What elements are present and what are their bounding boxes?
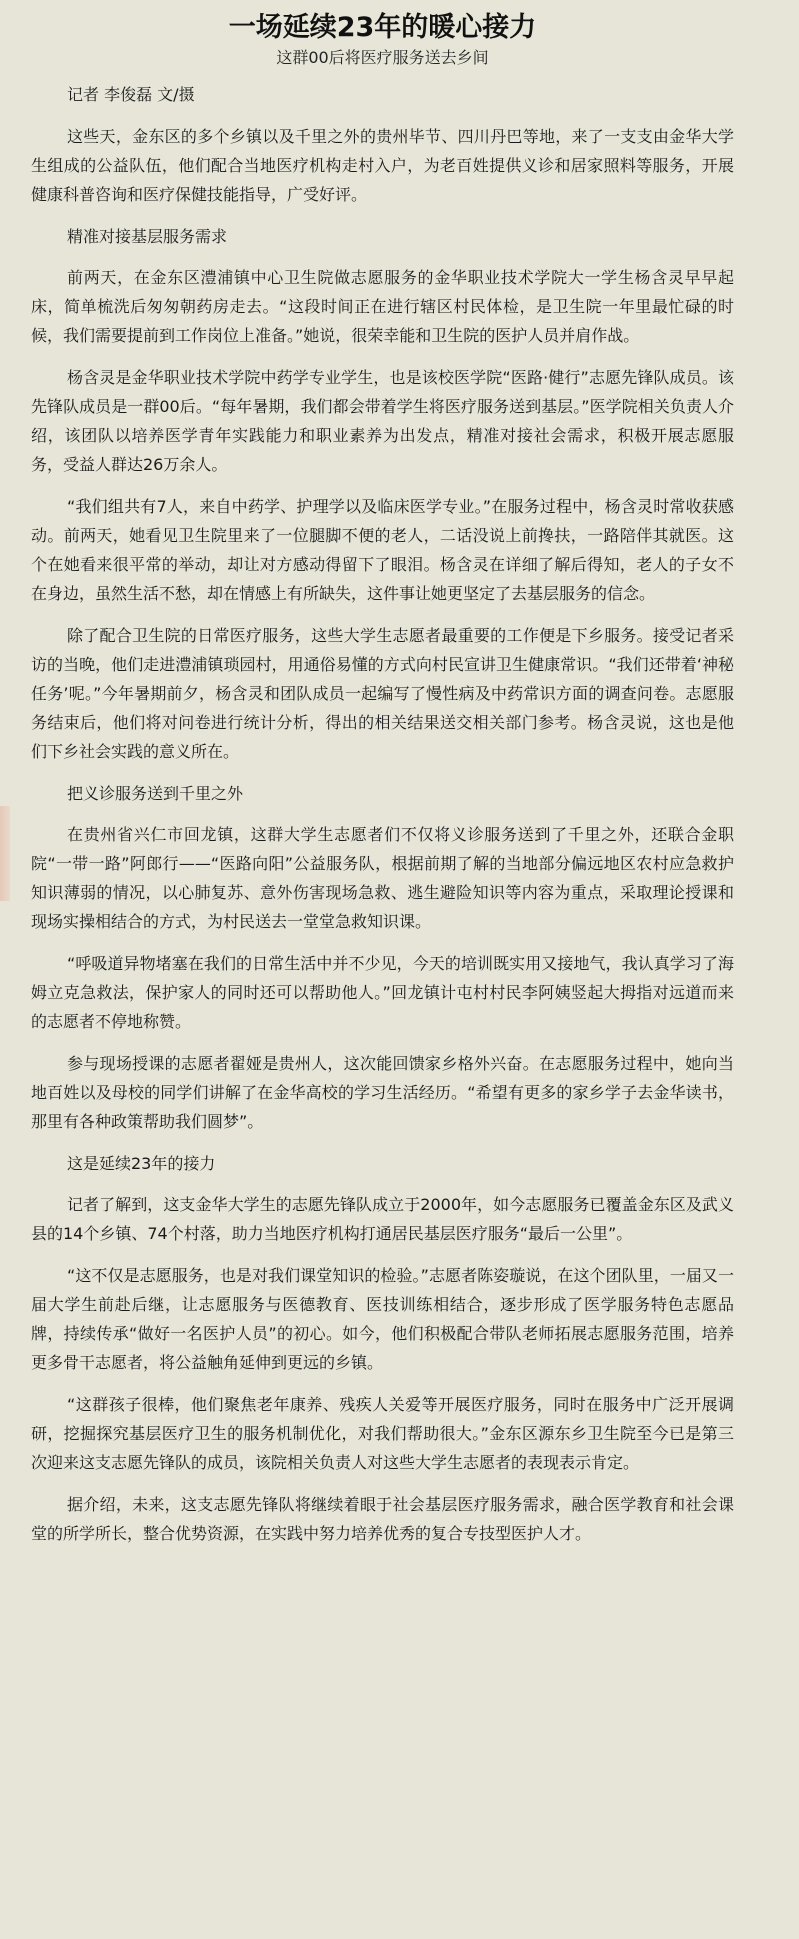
paragraph-1: 这些天，金东区的多个乡镇以及千里之外的贵州毕节、四川丹巴等地，来了一支支由金华大学生组成的公益队伍，他们配合当地医疗机构走村入户，为老百姓提供义诊和居家照料等服务，开展健康科普咨询和医疗保健技能指导，广受好评。 bbox=[31, 127, 734, 204]
article-title: 一场延续23年的暖心接力 bbox=[228, 12, 537, 43]
section-heading-3: 这是延续23年的接力 bbox=[67, 1154, 216, 1173]
side-edge-marker bbox=[0, 806, 10, 901]
paragraph-5: 除了配合卫生院的日常医疗服务，这些大学生志愿者最重要的工作便是下乡服务。接受记者采访的当晚，他们走进澧浦镇琐园村，用通俗易懂的方式向村民宣讲卫生健康常识。“我们还带着‘神秘任务’呢。”今年暑期前夕，杨含灵和团队成员一起编写了慢性病及中药常识方面的调查问卷。志愿服务结束后，他们将对问卷进行统计分析，得出的相关结果送交相关部门参考。杨含灵说，这也是他们下乡社会实践的意义所在。 bbox=[31, 626, 734, 761]
article bbox=[31, 0, 734, 1561]
paragraph-9: 记者了解到，这支金华大学生的志愿先锋队成立于2000年，如今志愿服务已覆盖金东区及武义县的14个乡镇、74个村落，助力当地医疗机构打通居民基层医疗服务“最后一公里”。 bbox=[31, 1195, 734, 1243]
paragraph-6: 在贵州省兴仁市回龙镇，这群大学生志愿者们不仅将义诊服务送到了千里之外，还联合金职院“一带一路”阿郎行——“医路向阳”公益服务队，根据前期了解的当地部分偏远地区农村应急救护知识薄弱的情况，以心肺复苏、意外伤害现场急救、逃生避险知识等内容为重点，采取理论授课和现场实操相结合的方式，为村民送去一堂堂急救知识课。 bbox=[31, 825, 734, 931]
article-subtitle: 这群00后将医疗服务送去乡间 bbox=[276, 48, 489, 67]
section-heading-1: 精准对接基层服务需求 bbox=[67, 227, 228, 246]
paragraph-7: “呼吸道异物堵塞在我们的日常生活中并不少见，今天的培训既实用又接地气，我认真学习了海姆立克急救法，保护家人的同时还可以帮助他人。”回龙镇计屯村村民李阿姨竖起大拇指对远道而来的志愿者不停地称赞。 bbox=[31, 954, 734, 1031]
paragraph-12: 据介绍，未来，这支志愿先锋队将继续着眼于社会基层医疗服务需求，融合医学教育和社会课堂的所学所长，整合优势资源，在实践中努力培养优秀的复合专技型医护人才。 bbox=[31, 1495, 734, 1543]
byline: 记者 李俊磊 文/摄 bbox=[67, 85, 195, 104]
section-heading-2: 把义诊服务送到千里之外 bbox=[67, 784, 244, 803]
paragraph-3: 杨含灵是金华职业技术学院中药学专业学生，也是该校医学院“医路·健行”志愿先锋队成员。该先锋队成员是一群00后。“每年暑期，我们都会带着学生将医疗服务送到基层。”医学院相关负责人介绍，该团队以培养医学青年实践能力和职业素养为出发点，精准对接社会需求，积极开展志愿服务，受益人群达26万余人。 bbox=[31, 368, 734, 474]
paragraph-11: “这群孩子很棒，他们聚焦老年康养、残疾人关爱等开展医疗服务，同时在服务中广泛开展调研，挖掘探究基层医疗卫生的服务机制优化，对我们帮助很大。”金东区源东乡卫生院至今已是第三次迎来这支志愿先锋队的成员，该院相关负责人对这些大学生志愿者的表现表示肯定。 bbox=[31, 1395, 734, 1472]
paragraph-10: “这不仅是志愿服务，也是对我们课堂知识的检验。”志愿者陈姿璇说，在这个团队里，一届又一届大学生前赴后继，让志愿服务与医德教育、医技训练相结合，逐步形成了医学服务特色志愿品牌，持续传承“做好一名医护人员”的初心。如今，他们积极配合带队老师拓展志愿服务范围，培养更多骨干志愿者，将公益触角延伸到更远的乡镇。 bbox=[31, 1266, 734, 1372]
paragraph-2: 前两天，在金东区澧浦镇中心卫生院做志愿服务的金华职业技术学院大一学生杨含灵早早起床，简单梳洗后匆匆朝药房走去。“这段时间正在进行辖区村民体检，是卫生院一年里最忙碌的时候，我们需要提前到工作岗位上准备。”她说，很荣幸能和卫生院的医护人员并肩作战。 bbox=[31, 268, 734, 345]
paragraph-4: “我们组共有7人，来自中药学、护理学以及临床医学专业。”在服务过程中，杨含灵时常收获感动。前两天，她看见卫生院里来了一位腿脚不便的老人，二话没说上前搀扶，一路陪伴其就医。这个在她看来很平常的举动，却让对方感动得留下了眼泪。杨含灵在详细了解后得知，老人的子女不在身边，虽然生活不愁，却在情感上有所缺失，这件事让她更坚定了去基层服务的信念。 bbox=[31, 497, 734, 603]
paragraph-8: 参与现场授课的志愿者翟娅是贵州人，这次能回馈家乡格外兴奋。在志愿服务过程中，她向当地百姓以及母校的同学们讲解了在金华高校的学习生活经历。“希望有更多的家乡学子去金华读书，那里有各种政策帮助我们圆梦”。 bbox=[31, 1054, 734, 1131]
